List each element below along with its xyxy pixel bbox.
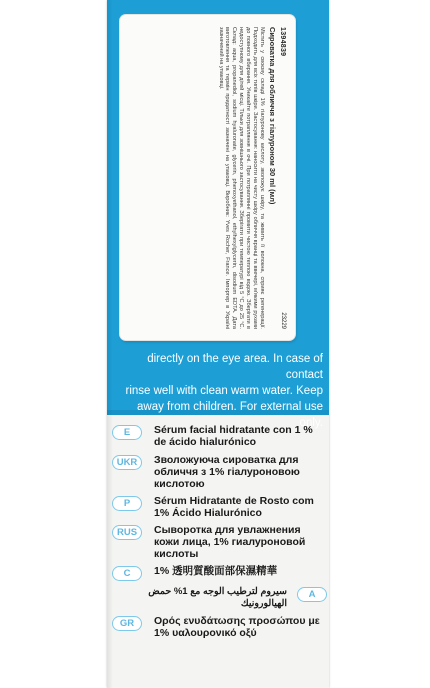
language-row-russian <box>112 524 327 560</box>
language-text-ukrainian: Зволожуюча сироватка для обличчя з 1% гіалуроновою кислотою <box>154 454 300 490</box>
language-row-arabic <box>112 586 327 610</box>
language-text-portuguese: Sérum Hidratante de Rosto com 1% Ácido Hialurónico <box>154 495 314 519</box>
language-text-chinese: 1% 透明質酸面部保濕精華 <box>154 565 278 577</box>
english-instructions <box>118 351 323 431</box>
language-row-ukrainian <box>112 454 327 490</box>
language-text-spanish: Sérum facial hidratante con 1 % de ácido hialurónico <box>154 424 313 448</box>
language-badge-a: A <box>297 587 327 602</box>
language-badge-rus: RUS <box>112 525 142 540</box>
language-badge-p: P <box>112 496 142 511</box>
english-line: directly on the eye area. In case of contact <box>147 353 323 381</box>
language-row-greek <box>112 615 327 639</box>
language-text-greek: Ορός ενυδάτωσης προσώπου με 1% υαλουρονικό οξύ <box>154 615 320 639</box>
sticker-title: Сироватка для обличчя з гіалуроном 30 ml (мл) <box>267 26 277 204</box>
language-list <box>112 424 327 644</box>
language-badge-gr: GR <box>112 616 142 631</box>
language-text-russian: Сыворотка для увлажнения кожи лица, 1% гиалуроновой кислоты <box>154 524 306 560</box>
language-badge-e: E <box>112 425 142 440</box>
sticker-body: Містить у своєму складі 1% гіалуронову кислоту, зволожує шкіру, та живить її волокна, сприяє регенерації. Подходить для всіх типів шкіри. Застосування: наносити на чисту шкіру обличчя вранці та ввечері, м'якими рухами до повного вбирання. Уникайте потрапляння в очі. При потраплянні промити чистою теплою водою. Зберігати в недоступному для дітей місці. Тільки для зовнішнього застосування. Зберігати при температурі від 5 °С до 25 °С. Склад: aqua, propanediol, sodium hyaluronate, glycerin, phenoxyethanol, ethylhexylglycerin, disodium EDTA. Дата виготовлення та термін придатності зазначені на упаковці. Виробник: Yves Rocher, France. Імпортер в Україні зазначений на упаковці. <box>217 26 265 329</box>
sticker-code: 1394839 <box>278 26 286 56</box>
language-row-spanish <box>112 424 327 448</box>
sticker-number: 23229 <box>279 311 286 329</box>
language-row-portuguese <box>112 495 327 519</box>
english-line: rinse well with clean warm water. Keep <box>125 385 323 397</box>
sticker-header <box>279 19 290 337</box>
language-badge-ukr: UKR <box>112 455 142 470</box>
language-row-chinese <box>112 565 327 581</box>
language-text-arabic: سيروم لترطيب الوجه مع 1% حمض الهيالورونيك <box>148 586 287 609</box>
sticker-content <box>126 19 290 337</box>
language-badge-c: C <box>112 566 142 581</box>
english-line: away from children. For external use only. <box>137 401 323 429</box>
translation-sticker <box>120 15 295 340</box>
